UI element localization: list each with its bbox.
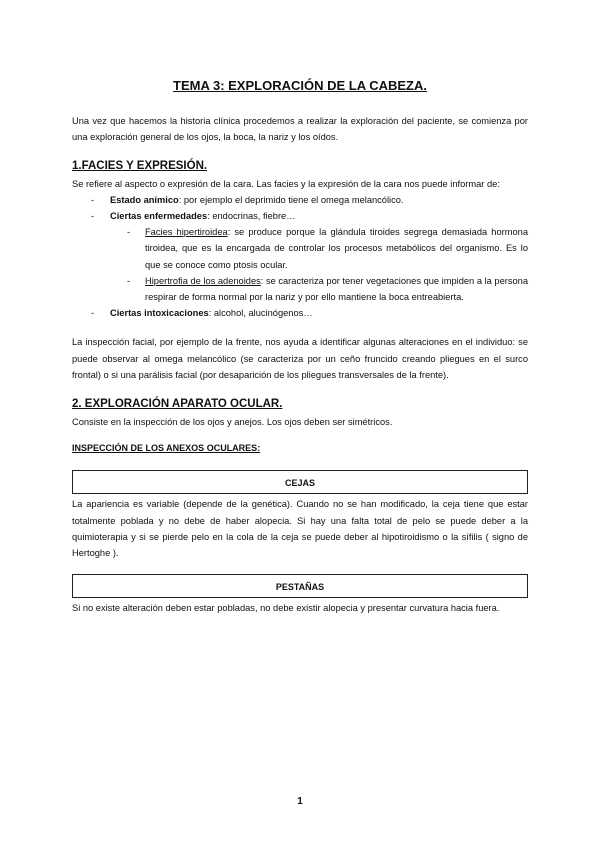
document-content [72, 78, 528, 616]
subitem-text: : se produce porque la glándula tiroides segrega demasiada hormona tiroidea, que es la encargada de controlar los procesos metabólicos del organismo. Es lo que se conoce como ptosis ocular. [145, 227, 528, 270]
section-1-list [72, 192, 528, 322]
bullet-dash: - [127, 275, 131, 286]
bullet-dash: - [91, 194, 95, 205]
subitem-label: Hipertrofia de los adenoides [145, 275, 261, 286]
cejas-text: La apariencia es variable (depende de la genética). Cuando no se han modificado, la ceja tiene que estar totalmente poblada y no debe de haber alopecia. Si hay una falta total de pelo se puede deber a la quimioterapia y si se pierde pelo en la cola de la ceja se puede deber al hipotiroidismo o la sífilis ( signo de Hertoghe ). [72, 499, 528, 559]
item-label: Ciertas intoxicaciones [110, 308, 209, 319]
subitem-label: Facies hipertiroidea [145, 227, 228, 238]
item-label: Estado anímico [110, 194, 179, 205]
pestanas-box-title: PESTAÑAS [72, 574, 528, 598]
list-item [72, 208, 528, 224]
bullet-dash: - [91, 308, 95, 319]
section-1-closing: La inspección facial, por ejemplo de la frente, nos ayuda a identificar algunas alteraciones en el individuo: se puede observar al omega melancólico (se caracteriza por un ceño fruncido creando pliegues en el surco frontal) o si una parálisis facial (por desaparición de los pliegues transversales de la frente). [72, 337, 528, 380]
section-1-heading: 1.FACIES Y EXPRESIÓN. [72, 159, 208, 172]
intro-paragraph: Una vez que hacemos la historia clínica procedemos a realizar la exploración del paciente, se comienza por una exploración general de los ojos, la boca, la nariz y los oídos. [72, 116, 528, 143]
page-number: 1 [297, 796, 303, 807]
page-title: TEMA 3: EXPLORACIÓN DE LA CABEZA. [173, 78, 427, 93]
sub-list-item [72, 273, 528, 305]
bullet-dash: - [127, 227, 131, 238]
section-2-subheading: INSPECCIÓN DE LOS ANEXOS OCULARES: [72, 443, 261, 454]
sub-list-item [72, 224, 528, 273]
item-text: : alcohol, alucinógenos… [208, 308, 313, 319]
pestanas-text: Si no existe alteración deben estar pobladas, no debe existir alopecia y presentar curvatura hacia fuera. [72, 603, 500, 614]
cejas-box-title: CEJAS [72, 470, 528, 494]
list-item [72, 305, 528, 321]
section-1-text: Se refiere al aspecto o expresión de la cara. Las facies y la expresión de la cara nos puede informar de: [72, 178, 500, 189]
subitem-text: : se caracteriza por tener vegetaciones que impiden a la persona respirar de forma normal por la nariz y por ello mantiene la boca entreabierta. [145, 275, 528, 303]
item-label: Ciertas enfermedades [110, 211, 208, 222]
section-2-heading: 2. EXPLORACIÓN APARATO OCULAR. [72, 398, 283, 411]
section-2-text: Consiste en la inspección de los ojos y anejos. Los ojos deben ser simétricos. [72, 417, 393, 428]
bullet-dash: - [91, 211, 95, 222]
item-text: : por ejemplo el deprimido tiene el omega melancólico. [178, 194, 404, 205]
list-item [72, 192, 528, 208]
item-text: : endocrinas, fiebre… [207, 211, 296, 222]
